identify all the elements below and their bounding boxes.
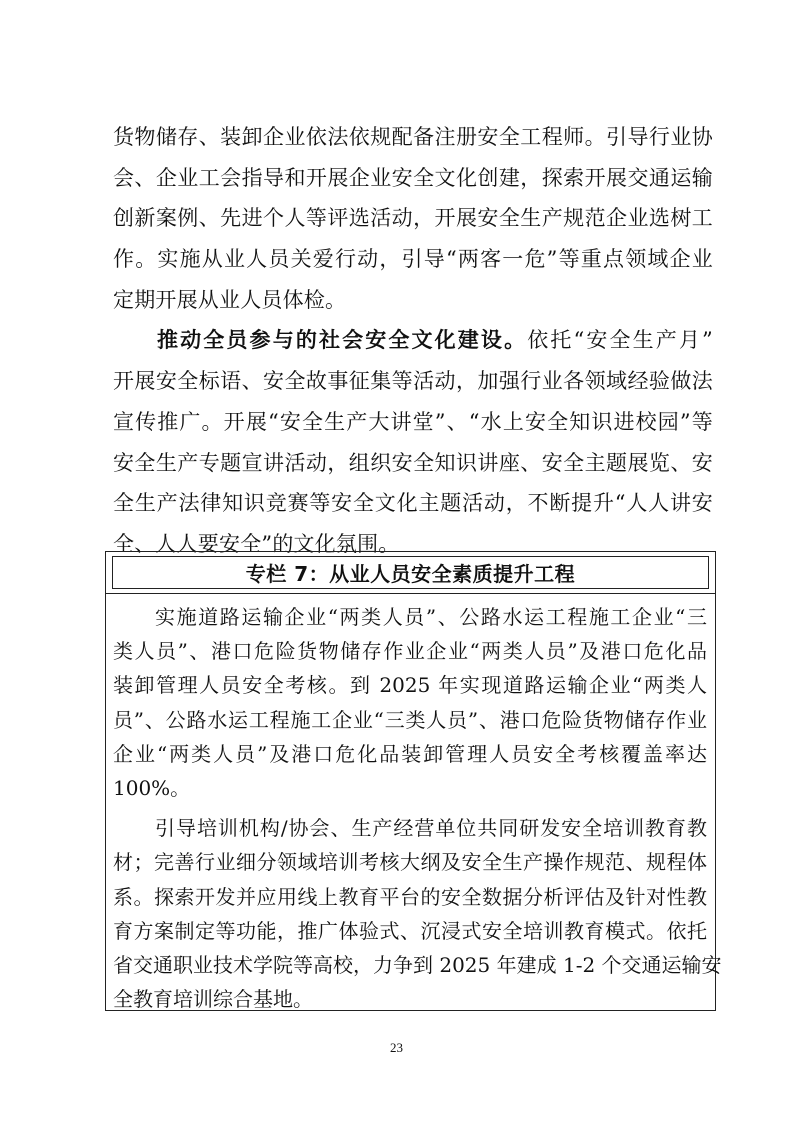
text-line: 货物储存、装卸企业依法依规配备注册安全工程师。引导行业协 — [113, 125, 713, 149]
column-box — [105, 551, 722, 1012]
body-text — [113, 117, 713, 565]
box-text-line: 材；完善行业细分领域培训考核大纲及安全生产操作规范、规程体 — [113, 850, 707, 875]
box-text-line: 系。探索开发并应用线上教育平台的安全数据分析评估及针对性教 — [113, 884, 707, 909]
text-line: 会、企业工会指导和开展企业安全文化创建，探索开展交通运输 — [113, 165, 713, 190]
box-text-line: 省交通职业技术学院等高校，力争到 2025 年建成 1-2 个交通运输安 — [113, 952, 722, 977]
box-text-line: 全教育培训综合基地。 — [113, 987, 313, 1012]
box-text-line: 引导培训机构/协会、生产经营单位共同研发安全培训教育教 — [155, 816, 707, 841]
text-line: 全生产法律知识竞赛等安全文化主题活动，不断提升“人人讲安 — [113, 491, 713, 516]
box-text-line: 类人员”、港口危险货物储存作业企业“两类人员”及港口危化品 — [113, 639, 707, 664]
text-line: 定期开展从业人员体检。 — [113, 287, 347, 312]
text-line: 全、人人要安全”的文化氛围。 — [113, 531, 400, 556]
box-text-line: 企业“两类人员”及港口危化品装卸管理人员安全考核覆盖率达 — [113, 741, 707, 766]
text-line: 创新案例、先进个人等评选活动，开展安全生产规范企业选树工 — [113, 206, 713, 231]
box-text-line: 育方案制定等功能，推广体验式、沉浸式安全培训教育模式。依托 — [113, 918, 707, 943]
box-title: 专栏 7：从业人员安全素质提升工程 — [245, 562, 576, 586]
box-text-line: 装卸管理人员安全考核。到 2025 年实现道路运输企业“两类人 — [113, 673, 707, 698]
paragraph-heading-line — [113, 320, 713, 361]
paragraph-heading: 推动全员参与的社会安全文化建设。 — [157, 328, 528, 353]
box-text-line: 100%。 — [113, 775, 191, 800]
box-header — [106, 552, 715, 594]
text-line: 安全生产专题宣讲活动，组织安全知识讲座、安全主题展览、安 — [113, 450, 713, 475]
box-body — [113, 600, 722, 1016]
box-text-line: 员”、公路水运工程施工企业“三类人员”、港口危险货物储存作业 — [113, 707, 707, 732]
page-number: 23 — [390, 1040, 403, 1055]
text-span: 依托“安全生产月” — [527, 328, 713, 353]
text-line: 开展安全标语、安全故事征集等活动，加强行业各领域经验做法 — [113, 369, 713, 394]
text-line: 作。实施从业人员关爱行动，引导“两客一危”等重点领域企业 — [113, 247, 713, 272]
text-line: 宣传推广。开展“安全生产大讲堂”、“水上安全知识进校园”等 — [113, 409, 713, 434]
box-text-line: 实施道路运输企业“两类人员”、公路水运工程施工企业“三 — [155, 605, 707, 629]
